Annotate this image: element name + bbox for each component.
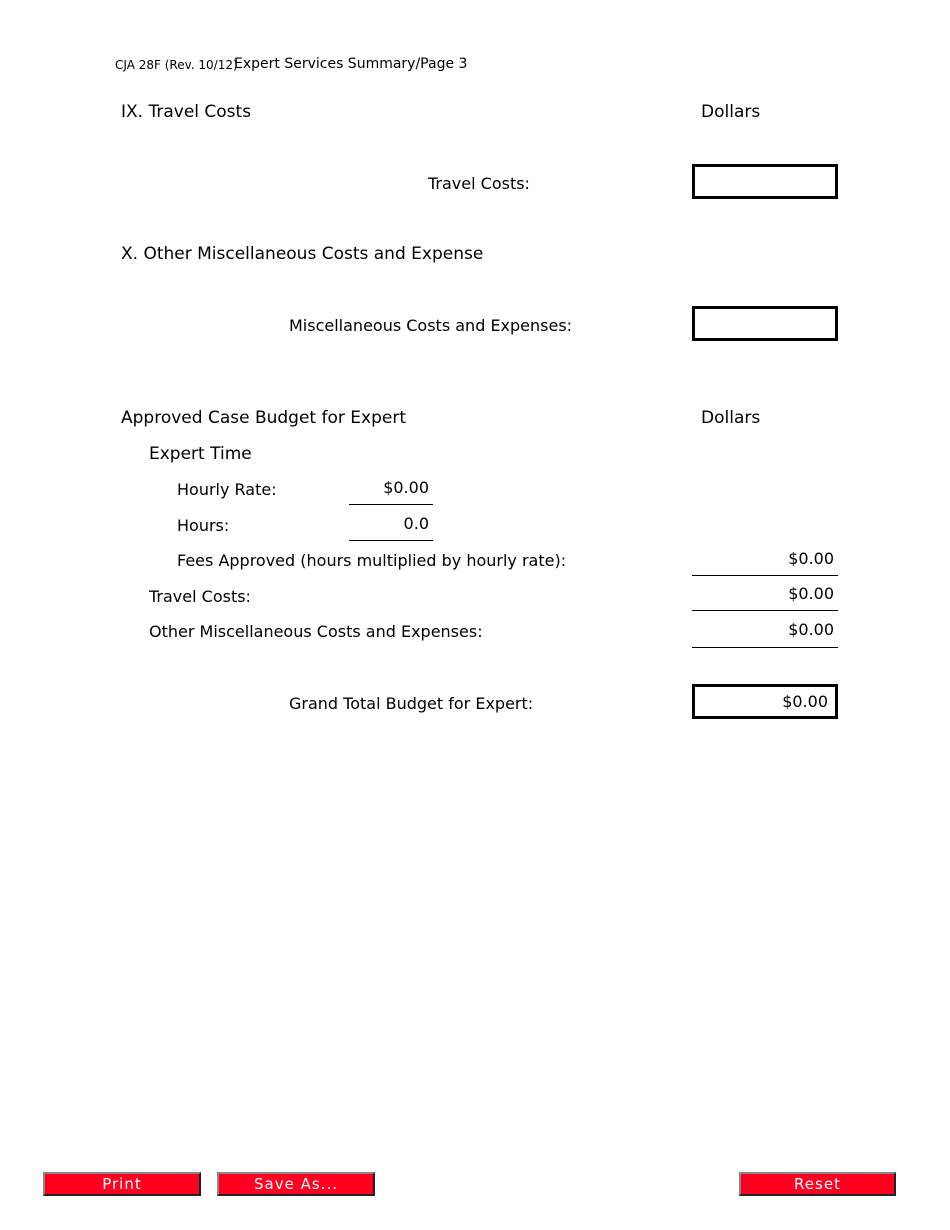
hourly-rate-field[interactable]: $0.00	[349, 478, 433, 505]
travel-section-heading: IX. Travel Costs	[121, 102, 252, 122]
grand-total-label: Grand Total Budget for Expert:	[289, 694, 534, 713]
hours-field[interactable]: 0.0	[349, 514, 433, 541]
misc-costs-label: Miscellaneous Costs and Expenses:	[289, 316, 573, 335]
budget-travel-field[interactable]: $0.00	[692, 584, 838, 611]
grand-total-field[interactable]: $0.00	[692, 684, 838, 719]
budget-dollars-header: Dollars	[701, 408, 761, 428]
fees-approved-label: Fees Approved (hours multiplied by hourly rate):	[177, 551, 567, 570]
reset-button[interactable]: Reset	[739, 1172, 896, 1196]
hours-label: Hours:	[177, 516, 230, 535]
travel-costs-input[interactable]	[692, 164, 838, 199]
misc-costs-input[interactable]	[692, 306, 838, 341]
fees-approved-field[interactable]: $0.00	[692, 549, 838, 576]
travel-costs-label: Travel Costs:	[428, 174, 530, 193]
expert-time-label: Expert Time	[149, 444, 252, 464]
budget-misc-field[interactable]: $0.00	[692, 620, 838, 648]
budget-section-heading: Approved Case Budget for Expert	[121, 408, 406, 428]
budget-travel-label: Travel Costs:	[149, 587, 251, 606]
form-code: CJA 28F (Rev. 10/12)	[115, 58, 238, 72]
misc-section-heading: X. Other Miscellaneous Costs and Expense	[121, 244, 484, 264]
page-title: Expert Services Summary/Page 3	[234, 56, 468, 72]
budget-misc-label: Other Miscellaneous Costs and Expenses:	[149, 622, 483, 641]
print-button[interactable]: Print	[43, 1172, 201, 1196]
dollars-column-header: Dollars	[701, 102, 761, 122]
save-as-button[interactable]: Save As...	[217, 1172, 375, 1196]
hourly-rate-label: Hourly Rate:	[177, 480, 277, 499]
